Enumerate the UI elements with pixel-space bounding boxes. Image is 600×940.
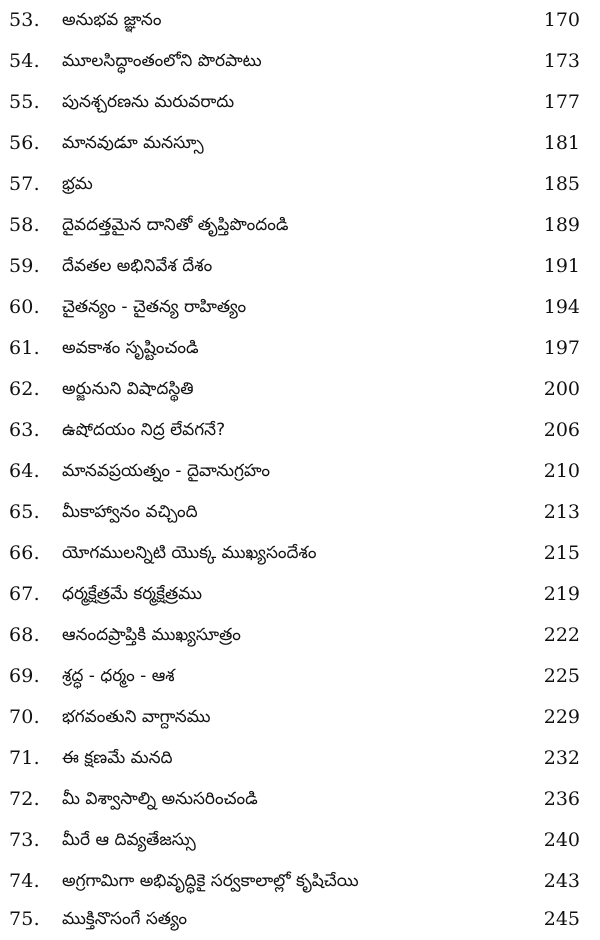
entry-page-number: 236 [543,788,580,810]
entry-number: 63. [9,419,40,441]
entry-page-number: 240 [543,829,580,851]
entry-page-number: 185 [543,173,580,195]
entry-number: 69. [9,665,40,687]
entry-title: మీ విశ్వాసాల్ని అనుసరించండి [62,789,258,809]
toc-row [0,493,600,531]
entry-title: దేవతల అభినివేశ దేశం [62,256,213,276]
toc-row [0,124,600,162]
entry-page-number: 189 [543,214,580,236]
entry-page-number: 170 [543,9,580,31]
entry-number: 75. [9,908,40,930]
entry-title: అనుభవ జ్ఞానం [62,10,162,30]
entry-title: ఈ క్షణమే మనది [62,748,173,768]
entry-number: 67. [9,583,40,605]
entry-number: 74. [9,870,40,892]
toc-row [0,370,600,408]
entry-number: 61. [9,337,40,359]
entry-title: శ్రద్ధ - ధర్మం - ఆశ [62,666,175,686]
entry-title: పునశ్చరణను మరువరాదు [62,92,235,112]
toc-row [0,657,600,695]
entry-page-number: 177 [543,91,580,113]
entry-number: 56. [9,132,40,154]
toc-row [0,411,600,449]
toc-row [0,452,600,490]
entry-number: 62. [9,378,40,400]
entry-number: 53. [9,9,40,31]
entry-page-number: 213 [543,501,580,523]
toc-row [0,42,600,80]
entry-number: 58. [9,214,40,236]
entry-number: 73. [9,829,40,851]
entry-title: మీకాహ్వానం వచ్చింది [62,502,198,522]
entry-title: దైవదత్తమైన దానితో తృప్తిపొందండి [62,215,289,235]
entry-title: అగ్రగామిగా అభివృద్ధికై సర్వకాలాల్లో కృషిచేయి [62,871,359,891]
toc-row [0,616,600,654]
toc-row [0,575,600,613]
entry-number: 72. [9,788,40,810]
entry-title: భ్రమ [62,174,93,194]
entry-number: 54. [9,50,40,72]
toc-row [0,1,600,39]
toc-row [0,698,600,736]
toc-row [0,780,600,818]
entry-page-number: 215 [543,542,580,564]
entry-title: మీరే ఆ దివ్యతేజస్సు [62,830,196,850]
entry-title: ముక్తినొసంగే సత్యం [62,909,187,929]
entry-title: భగవంతుని వాగ్దానము [62,707,211,727]
entry-title: ఉషోదయం నిద్ర లేవగనే? [62,420,226,440]
entry-number: 66. [9,542,40,564]
entry-title: యోగములన్నిటి యొక్క ముఖ్యసందేశం [62,543,317,563]
entry-page-number: 229 [543,706,580,728]
entry-number: 60. [9,296,40,318]
entry-page-number: 232 [543,747,580,769]
entry-number: 65. [9,501,40,523]
entry-page-number: 243 [543,870,580,892]
entry-page-number: 222 [543,624,580,646]
toc-row [0,862,600,900]
entry-title: ధర్మక్షేత్రమే కర్మక్షేత్రము [62,584,203,604]
entry-page-number: 225 [543,665,580,687]
entry-page-number: 219 [543,583,580,605]
entry-page-number: 197 [543,337,580,359]
entry-page-number: 173 [543,50,580,72]
toc-row [0,329,600,367]
entry-number: 57. [9,173,40,195]
entry-title: అవకాశం సృష్టించండి [62,338,199,358]
entry-number: 70. [9,706,40,728]
toc-row [0,739,600,777]
entry-number: 71. [9,747,40,769]
entry-page-number: 194 [543,296,580,318]
toc-row [0,534,600,572]
toc-row [0,900,600,938]
entry-title: మానవుడూ మనస్సూ [62,133,204,153]
entry-number: 64. [9,460,40,482]
entry-page-number: 206 [543,419,580,441]
toc-row [0,83,600,121]
toc-row [0,288,600,326]
toc-row [0,247,600,285]
entry-title: చైతన్యం - చైతన్య రాహిత్యం [62,297,247,317]
entry-page-number: 191 [543,255,580,277]
entry-number: 68. [9,624,40,646]
entry-page-number: 210 [543,460,580,482]
entry-title: ఆనందప్రాప్తికి ముఖ్యసూత్రం [62,625,241,645]
entry-title: మూలసిద్ధాంతంలోని పొరపాటు [62,51,262,71]
entry-page-number: 200 [543,378,580,400]
entry-page-number: 181 [543,132,580,154]
entry-title: మానవప్రయత్నం - దైవానుగ్రహం [62,461,270,481]
entry-page-number: 245 [543,908,580,930]
entry-title: అర్జునుని విషాదస్థితి [62,379,194,399]
toc-row [0,165,600,203]
entry-number: 59. [9,255,40,277]
entry-number: 55. [9,91,40,113]
toc-row [0,206,600,244]
toc-row [0,821,600,859]
